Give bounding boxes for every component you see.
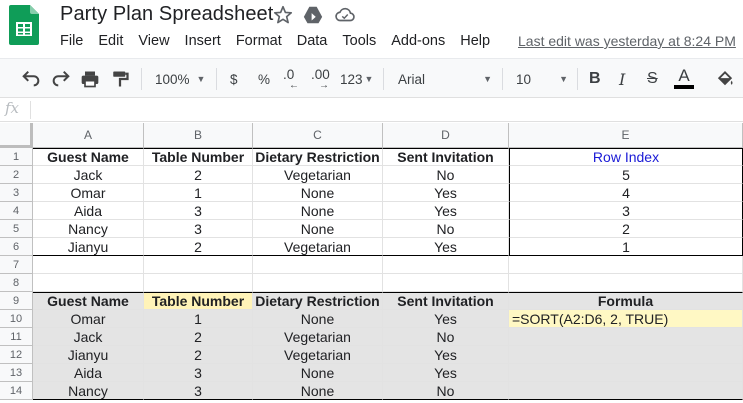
table2-cell[interactable]: No — [383, 382, 509, 400]
menu-bar — [60, 33, 505, 53]
table1-cell[interactable]: No — [383, 166, 509, 184]
table2-header-cell[interactable]: Guest Name — [33, 292, 144, 310]
row-header-9[interactable]: 9 — [0, 292, 33, 310]
currency-format-button[interactable]: $ — [230, 71, 238, 87]
formula-bar-divider — [30, 101, 31, 119]
table2-cell[interactable]: None — [253, 310, 383, 328]
title-bar — [0, 0, 743, 58]
empty-cell[interactable] — [144, 274, 253, 292]
table2-cell[interactable]: 3 — [144, 364, 253, 382]
more-formats-label: 123 — [340, 71, 363, 87]
table2-cell[interactable]: Nancy — [33, 382, 144, 400]
chevron-down-icon: ▼ — [196, 74, 206, 84]
chevron-down-icon: ▼ — [559, 74, 568, 84]
table2-cell[interactable]: Jianyu — [33, 346, 144, 364]
zoom-value: 100% — [155, 71, 190, 87]
row-header-3[interactable]: 3 — [0, 184, 33, 202]
toolbar-separator — [383, 68, 384, 90]
row-header-5[interactable]: 5 — [0, 220, 33, 238]
toolbar-separator — [577, 68, 578, 90]
row-header-2[interactable]: 2 — [0, 166, 33, 184]
text-color-swatch — [674, 85, 694, 89]
fill-color-icon[interactable] — [715, 68, 735, 90]
paint-format-icon[interactable] — [111, 68, 129, 90]
table2-cell[interactable]: 1 — [144, 310, 253, 328]
redo-icon[interactable] — [50, 68, 72, 90]
table1-cell[interactable]: 2 — [144, 238, 253, 256]
table2-cell[interactable] — [509, 328, 743, 346]
table1-header-cell[interactable]: Guest Name — [33, 148, 144, 166]
table2-cell[interactable]: Yes — [383, 310, 509, 328]
formula-bar — [0, 98, 743, 122]
table1-cell[interactable]: 5 — [509, 166, 743, 184]
empty-cell[interactable] — [383, 274, 509, 292]
row-header-13[interactable]: 13 — [0, 364, 33, 382]
table1-cell[interactable]: Jack — [33, 166, 144, 184]
table2-cell[interactable]: 3 — [144, 382, 253, 400]
menu-add-ons[interactable]: Add-ons — [391, 33, 446, 49]
arrow-left-icon: ← — [289, 80, 299, 91]
increase-decimal-label: .00 — [311, 67, 330, 82]
menu-view[interactable]: View — [138, 33, 170, 49]
table2-cell[interactable]: None — [253, 364, 383, 382]
table2-header-cell[interactable]: Table Number — [144, 292, 253, 310]
toolbar-separator — [502, 68, 503, 90]
text-color-icon[interactable] — [674, 68, 694, 90]
chevron-down-icon: ▼ — [364, 74, 374, 84]
table2-cell[interactable]: Yes — [383, 364, 509, 382]
sort-formula-cell[interactable]: =SORT(A2:D6, 2, TRUE) — [509, 310, 743, 328]
column-header-d[interactable]: D — [383, 123, 509, 148]
row-header-14[interactable]: 14 — [0, 382, 33, 400]
menu-tools[interactable]: Tools — [342, 33, 377, 49]
chevron-down-icon: ▼ — [483, 74, 492, 84]
table1-cell[interactable]: No — [383, 220, 509, 238]
font-size-select[interactable] — [516, 68, 568, 90]
column-header-c[interactable]: C — [253, 123, 383, 148]
table1-cell[interactable]: 2 — [144, 166, 253, 184]
font-family-select[interactable] — [398, 68, 492, 90]
row-header-6[interactable]: 6 — [0, 238, 33, 256]
empty-cell[interactable] — [383, 256, 509, 274]
table1-cell[interactable]: None — [253, 184, 383, 202]
column-header-e[interactable]: E — [509, 123, 743, 148]
italic-icon[interactable]: I — [619, 69, 626, 89]
table1-header-cell[interactable]: Table Number — [144, 148, 253, 166]
table1-cell[interactable]: Vegetarian — [253, 238, 383, 256]
column-header-b[interactable]: B — [144, 123, 253, 148]
print-icon[interactable] — [80, 68, 100, 90]
table1-cell[interactable]: Vegetarian — [253, 166, 383, 184]
table1-cell[interactable]: 1 — [509, 238, 743, 256]
document-title[interactable]: Party Plan Spreadsheet — [60, 3, 274, 25]
font-family-value: Arial — [398, 71, 426, 87]
row-header-7[interactable]: 7 — [0, 256, 33, 274]
font-size-value: 10 — [516, 71, 532, 87]
table2-cell[interactable]: Aida — [33, 364, 144, 382]
text-color-label: A — [678, 66, 690, 85]
empty-cell[interactable] — [144, 256, 253, 274]
star-icon[interactable] — [272, 4, 294, 26]
strikethrough-icon[interactable]: S — [647, 70, 658, 87]
table1-cell[interactable]: Nancy — [33, 220, 144, 238]
fx-icon: fx — [5, 99, 20, 117]
empty-cell[interactable] — [509, 274, 743, 292]
bold-icon[interactable]: B — [589, 70, 601, 87]
table1-header-cell[interactable]: Dietary Restriction — [253, 148, 383, 166]
table1-cell[interactable]: 3 — [509, 202, 743, 220]
formula-input[interactable] — [36, 101, 736, 119]
move-to-drive-icon[interactable] — [302, 4, 324, 26]
row-header-4[interactable]: 4 — [0, 202, 33, 220]
menu-file[interactable]: File — [60, 33, 84, 49]
table1-header-cell[interactable]: Row Index — [509, 148, 743, 166]
table2-cell[interactable]: None — [253, 382, 383, 400]
table1-header-cell[interactable]: Sent Invitation — [383, 148, 509, 166]
table2-header-cell[interactable]: Sent Invitation — [383, 292, 509, 310]
table2-cell[interactable]: Vegetarian — [253, 346, 383, 364]
undo-icon[interactable] — [20, 68, 42, 90]
table1-cell[interactable]: 3 — [144, 202, 253, 220]
table1-cell[interactable]: Omar — [33, 184, 144, 202]
table1-cell[interactable]: 3 — [144, 220, 253, 238]
sheets-logo-icon[interactable] — [9, 5, 39, 45]
table2-cell[interactable]: No — [383, 328, 509, 346]
table1-cell[interactable]: Yes — [383, 184, 509, 202]
toolbar — [0, 58, 743, 98]
menu-data[interactable]: Data — [296, 33, 328, 49]
empty-cell[interactable] — [253, 256, 383, 274]
table2-header-cell[interactable]: Formula — [509, 292, 743, 310]
table2-cell[interactable]: Omar — [33, 310, 144, 328]
empty-cell[interactable] — [33, 274, 144, 292]
empty-cell[interactable] — [509, 256, 743, 274]
table1-cell[interactable]: 1 — [144, 184, 253, 202]
table2-cell[interactable] — [509, 364, 743, 382]
row-header-1[interactable]: 1 — [0, 148, 33, 166]
cloud-saved-icon[interactable] — [334, 4, 356, 26]
table1-cell[interactable]: None — [253, 202, 383, 220]
table2-cell[interactable] — [509, 382, 743, 400]
table1-cell[interactable]: Aida — [33, 202, 144, 220]
more-formats-select[interactable] — [340, 68, 373, 90]
table2-cell[interactable]: Vegetarian — [253, 328, 383, 346]
menu-insert[interactable]: Insert — [184, 33, 221, 49]
row-header-11[interactable]: 11 — [0, 328, 33, 346]
table2-cell[interactable]: Yes — [383, 346, 509, 364]
row-header-12[interactable]: 12 — [0, 346, 33, 364]
table1-cell[interactable]: Yes — [383, 238, 509, 256]
table1-cell[interactable]: Jianyu — [33, 238, 144, 256]
menu-format[interactable]: Format — [235, 33, 282, 49]
menu-edit[interactable]: Edit — [98, 33, 124, 49]
zoom-select[interactable] — [155, 68, 205, 90]
table1-cell[interactable]: 2 — [509, 220, 743, 238]
empty-cell[interactable] — [33, 256, 144, 274]
column-header-a[interactable]: A — [33, 123, 144, 148]
table1-cell[interactable]: None — [253, 220, 383, 238]
row-header-10[interactable]: 10 — [0, 310, 33, 328]
last-edit-link[interactable]: Last edit was yesterday at 8:24 PM — [518, 33, 736, 49]
arrow-right-icon: → — [319, 80, 329, 91]
table1-cell[interactable]: 4 — [509, 184, 743, 202]
percent-format-button[interactable]: % — [258, 71, 271, 87]
select-all-corner[interactable] — [0, 123, 33, 148]
table2-header-cell[interactable]: Dietary Restriction — [253, 292, 383, 310]
table2-cell[interactable]: 2 — [144, 346, 253, 364]
table2-cell[interactable]: Jack — [33, 328, 144, 346]
table2-cell[interactable]: 2 — [144, 328, 253, 346]
increase-decimal-button[interactable] — [311, 68, 330, 90]
decrease-decimal-button[interactable] — [283, 68, 299, 90]
table2-cell[interactable] — [509, 346, 743, 364]
table1-cell[interactable]: Yes — [383, 202, 509, 220]
toolbar-separator — [141, 68, 142, 90]
decrease-decimal-label: .0 — [283, 67, 295, 82]
row-header-8[interactable]: 8 — [0, 274, 33, 292]
empty-cell[interactable] — [253, 274, 383, 292]
toolbar-separator — [216, 68, 217, 90]
menu-help[interactable]: Help — [460, 33, 491, 49]
